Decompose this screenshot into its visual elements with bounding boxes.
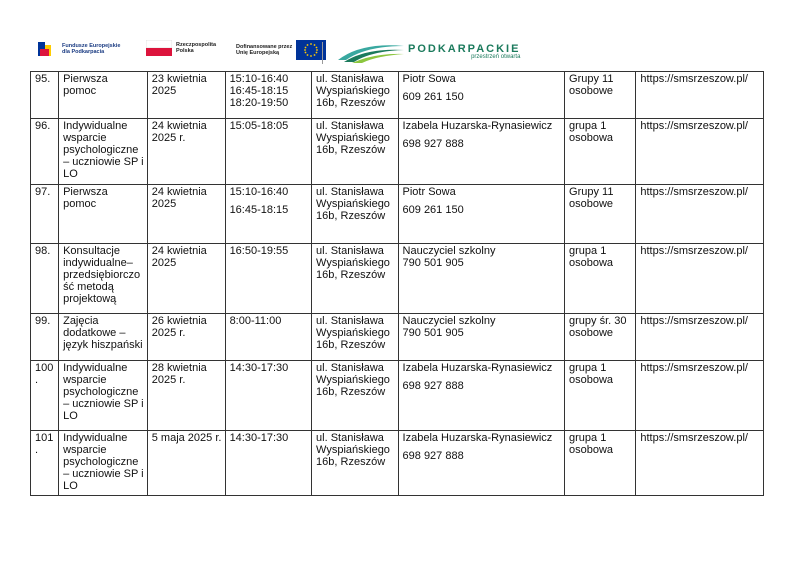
url-cell[interactable]: https://smsrzeszow.pl/: [636, 119, 764, 185]
date-cell: 28 kwietnia 2025 r.: [147, 361, 225, 431]
contact-name: Nauczyciel szkolny: [402, 315, 496, 327]
contact-name: Izabela Huzarska-Rynasiewicz: [402, 120, 553, 132]
subject-cell: Pierwsza pomoc: [59, 72, 148, 119]
time-slot: 15:05-18:05: [229, 120, 289, 132]
contact-cell: [398, 72, 564, 119]
group-cell: grupa 1 osobowa: [565, 431, 636, 496]
time-slot: 16:50-19:55: [229, 245, 289, 257]
contact-name: Izabela Huzarska-Rynasiewicz: [402, 362, 553, 374]
subject-cell: Indywidualne wsparcie psychologiczne – uczniowie SP i LO: [59, 431, 148, 496]
time-cell: [225, 361, 311, 431]
place-cell: ul. Stanisława Wyspiańskiego 16b, Rzeszów: [312, 72, 398, 119]
group-cell: grupy śr. 30 osobowe: [565, 314, 636, 361]
contact-cell: [398, 244, 564, 314]
time-slot: 8:00-11:00: [229, 315, 282, 327]
pl-flag-icon: [146, 40, 172, 56]
place-cell: ul. Stanisława Wyspiańskiego 16b, Rzeszów: [312, 185, 398, 244]
contact-cell: [398, 361, 564, 431]
url-cell[interactable]: https://smsrzeszow.pl/: [636, 72, 764, 119]
place-cell: ul. Stanisława Wyspiańskiego 16b, Rzeszów: [312, 314, 398, 361]
url-cell[interactable]: https://smsrzeszow.pl/: [636, 431, 764, 496]
date-cell: 24 kwietnia 2025 r.: [147, 119, 225, 185]
subject-cell: Indywidualne wsparcie psychologiczne – uczniowie SP i LO: [59, 361, 148, 431]
time-cell: [225, 119, 311, 185]
contact-phone: 609 261 150: [402, 204, 464, 216]
group-cell: grupa 1 osobowa: [565, 244, 636, 314]
schedule-table: [30, 71, 764, 496]
logo-separator: [322, 42, 323, 64]
podkarpackie-hills-icon: [336, 38, 406, 64]
time-cell: [225, 431, 311, 496]
group-cell: Grupy 11 osobowe: [565, 72, 636, 119]
time-cell: [225, 244, 311, 314]
row-number: 97.: [31, 185, 59, 244]
contact-name: Piotr Sowa: [402, 73, 456, 85]
podkarpackie-name: PODKARPACKIE: [408, 42, 521, 55]
ue-logo-text-1: Dofinansowane przez: [236, 43, 293, 50]
subject-cell: Zajęcia dodatkowe – język hiszpański: [59, 314, 148, 361]
time-slot: 18:20-19:50: [229, 97, 289, 109]
fe-flag-icon: [36, 40, 58, 58]
group-cell: grupa 1 osobowa: [565, 361, 636, 431]
place-cell: ul. Stanisława Wyspiańskiego 16b, Rzeszów: [312, 119, 398, 185]
place-cell: ul. Stanisława Wyspiańskiego 16b, Rzeszów: [312, 431, 398, 496]
group-cell: grupa 1 osobowa: [565, 119, 636, 185]
subject-cell: Indywidualne wsparcie psychologiczne – uczniowie SP i LO: [59, 119, 148, 185]
row-number: 99.: [31, 314, 59, 361]
row-number: 96.: [31, 119, 59, 185]
rp-logo-text-2: Polska: [176, 48, 194, 54]
date-cell: 24 kwietnia 2025: [147, 244, 225, 314]
contact-cell: [398, 185, 564, 244]
contact-name: Izabela Huzarska-Rynasiewicz: [402, 432, 553, 444]
time-cell: [225, 314, 311, 361]
date-cell: 23 kwietnia 2025: [147, 72, 225, 119]
time-slot: 14:30-17:30: [229, 362, 289, 374]
url-cell[interactable]: https://smsrzeszow.pl/: [636, 244, 764, 314]
contact-phone: 698 927 888: [402, 380, 464, 392]
contact-name: Piotr Sowa: [402, 186, 456, 198]
contact-cell: [398, 314, 564, 361]
time-slot: 16:45-18:15: [229, 204, 289, 216]
contact-phone: 609 261 150: [402, 91, 464, 103]
time-slot: 15:10-16:40: [229, 73, 289, 85]
contact-phone: 698 927 888: [402, 138, 464, 150]
time-cell: [225, 185, 311, 244]
group-cell: Grupy 11 osobowe: [565, 185, 636, 244]
logo-bar: [36, 40, 521, 66]
table-row: [31, 185, 764, 244]
ue-logo: [236, 40, 326, 60]
table-row: [31, 361, 764, 431]
subject-cell: Pierwsza pomoc: [59, 185, 148, 244]
ue-logo-text-2: Unię Europejską: [236, 50, 280, 56]
time-cell: [225, 72, 311, 119]
table-row: [31, 431, 764, 496]
table-row: [31, 314, 764, 361]
podkarpackie-tagline: przestrzeń otwarta: [471, 53, 521, 60]
place-cell: ul. Stanisława Wyspiańskiego 16b, Rzeszów: [312, 244, 398, 314]
contact-phone: 790 501 905: [402, 257, 464, 269]
time-slot: 14:30-17:30: [229, 432, 289, 444]
time-slot: 15:10-16:40: [229, 186, 289, 198]
subject-cell: Konsultacje indywidualne– przedsiębiorczo ść metodą projektową: [59, 244, 148, 314]
table-row: [31, 119, 764, 185]
contact-cell: [398, 431, 564, 496]
url-cell[interactable]: https://smsrzeszow.pl/: [636, 314, 764, 361]
contact-phone: 698 927 888: [402, 450, 464, 462]
row-number: 98.: [31, 244, 59, 314]
date-cell: 26 kwietnia 2025 r.: [147, 314, 225, 361]
fe-logo-text-2: dla Podkarpacia: [62, 49, 105, 55]
fe-logo: [36, 40, 120, 58]
podkarpackie-logo: [336, 38, 520, 64]
fe-logo-text-1: Fundusze Europejskie: [62, 42, 121, 49]
row-number: 100.: [31, 361, 59, 431]
date-cell: 5 maja 2025 r.: [147, 431, 225, 496]
contact-name: Nauczyciel szkolny: [402, 245, 496, 257]
contact-phone: 790 501 905: [402, 327, 464, 339]
table-row: [31, 72, 764, 119]
row-number: 101.: [31, 431, 59, 496]
url-cell[interactable]: https://smsrzeszow.pl/: [636, 185, 764, 244]
rp-logo-text-1: Rzeczpospolita: [176, 41, 217, 48]
url-cell[interactable]: https://smsrzeszow.pl/: [636, 361, 764, 431]
rp-logo: [146, 40, 216, 56]
table-row: [31, 244, 764, 314]
place-cell: ul. Stanisława Wyspiańskiego 16b, Rzeszów: [312, 361, 398, 431]
row-number: 95.: [31, 72, 59, 119]
contact-cell: [398, 119, 564, 185]
time-slot: 16:45-18:15: [229, 85, 289, 97]
date-cell: 24 kwietnia 2025: [147, 185, 225, 244]
